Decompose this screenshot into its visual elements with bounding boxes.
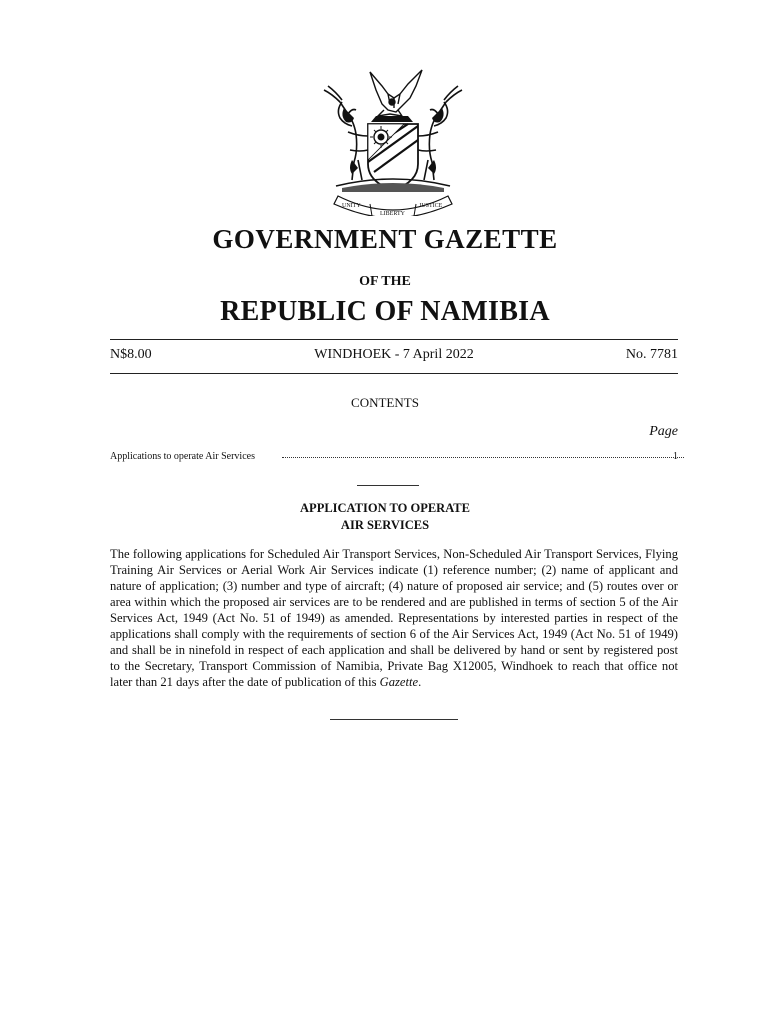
section-heading [0,500,770,534]
section-body-gazette: Gazette [379,675,419,689]
section-body [110,546,678,690]
issue-place-date: WINDHOEK - 7 April 2022 [314,347,474,362]
motto-justice: JUSTICE [419,203,443,209]
issue-price: N$8.00 [110,347,152,362]
contents-page-label: Page [649,424,678,439]
toc-entry[interactable] [110,451,678,467]
issue-meta-row [110,347,678,367]
gazette-republic: REPUBLIC OF NAMIBIA [220,296,550,327]
section-divider [357,485,419,486]
masthead-rule-bottom [110,373,678,374]
gazette-title: GOVERNMENT GAZETTE [212,224,558,254]
toc-entry-page: 1 [673,451,678,462]
masthead-rule-top [110,339,678,340]
section-heading-line1: APPLICATION TO OPERATE [300,501,470,515]
namibia-coat-of-arms-icon [318,64,468,216]
toc-entry-text: Applications to operate Air Services [110,451,255,462]
contents-heading: CONTENTS [351,395,419,410]
section-body-text: The following applications for Scheduled Air Transport Services, Non-Scheduled Air Transport Services, Flying Training Air Services or Aerial Work Air Services indicate (1) reference number; (2) name of applicant and nature of application; (3) number and type of aircraft; (4) nature of proposed air service; and (5) routes over or area within which the proposed air services are to be rendered and are published in terms of section 5 of the Air Services Act, 1949 (Act No. 51 of 1949) as amended. Representations by interested parties in respect of the applications shall comply with the requirements of section 6 of the Air Services Act, 1949 (Act No. 51 of 1949) and shall be in ninefold in respect of each application and shall be delivered by hand or sent by registered post to the Secretary, Transport Commission of Namibia, Private Bag X12005, Windhoek to reach that office not later than 21 days after the date of publication of this [110,547,678,689]
motto-liberty: LIBERTY [380,211,405,216]
issue-number: No. 7781 [625,347,678,362]
motto-unity: UNITY [342,203,361,209]
toc-leader-dots [282,457,684,458]
section-end-rule [330,719,458,720]
gazette-of-the: OF THE [359,274,411,289]
section-heading-line2: AIR SERVICES [340,518,430,532]
section-body-end: . [418,675,422,689]
